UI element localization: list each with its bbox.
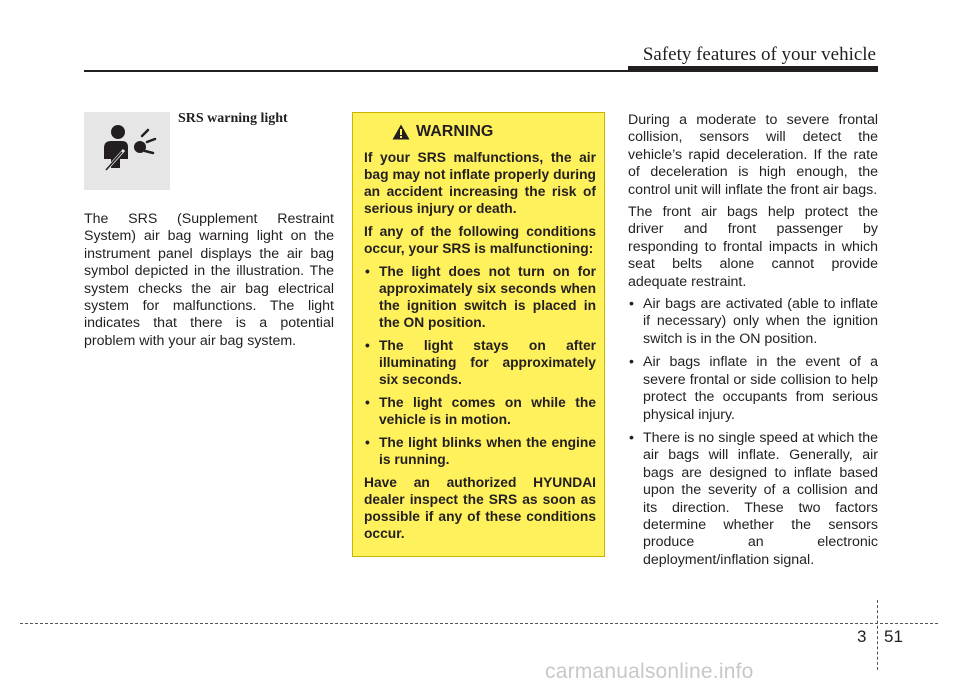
- airbag-facts-list: [628, 296, 878, 569]
- section-heading: SRS warning light: [178, 111, 288, 126]
- list-item: • The light blinks when the engine is running.: [364, 434, 596, 468]
- srs-description: The SRS (Supplement Restraint System) air bag warning light on the instrument panel displays the air bag symbol depicted in the illustration. The system checks the air bag electrical system for malfunctions. The light indicates that there is a potential problem with your air bag system.: [84, 211, 334, 349]
- warning-lead: If any of the following conditions occur, your SRS is malfunctioning:: [364, 224, 596, 256]
- chapter-number: 3: [857, 627, 867, 646]
- list-item: • There is no single speed at which the air bags will inflate. Generally, air bags are designed to inflate based upon the severity of a collision and its direction. These two factors determine whether the sensors produce an electronic deployment/inflation signal.: [628, 430, 878, 569]
- list-item: • The light stays on after illuminating for approximately six seconds.: [364, 337, 596, 388]
- warning-closing: Have an authorized HYUNDAI dealer inspect the SRS as soon as possible if any of these conditions occur.: [364, 475, 596, 541]
- airbag-warning-icon: [84, 112, 170, 190]
- warning-title: WARNING: [416, 123, 494, 140]
- paragraph: During a moderate to severe frontal collision, sensors will detect the vehicle’s rapid deceleration. If the rate of deceleration is high enough, the control unit will inflate the front air bags.: [628, 112, 878, 198]
- list-item: • The light comes on while the vehicle is in motion.: [364, 394, 596, 428]
- footer-divider: [877, 600, 878, 670]
- list-item: • The light does not turn on for approximately six seconds when the ignition switch is placed in the ON position.: [364, 263, 596, 331]
- right-column: [628, 112, 878, 575]
- header-rule-accent: [628, 66, 878, 72]
- header-title: Safety features of your vehicle: [642, 44, 876, 65]
- list-item: • Air bags are activated (able to inflate if necessary) only when the ignition switch is in the ON position.: [628, 296, 878, 348]
- footer-rule: [20, 623, 938, 624]
- warning-list: [364, 263, 596, 468]
- warning-intro: If your SRS malfunctions, the air bag may not inflate properly during an accident increasing the risk of serious injury or death.: [364, 150, 596, 216]
- paragraph: The front air bags help protect the driver and front passenger by responding to frontal impacts in which seat belts alone cannot provide adequate restraint.: [628, 204, 878, 290]
- warning-triangle-icon: [392, 124, 410, 140]
- watermark: carmanualsonline.info: [545, 660, 754, 683]
- warning-box: [352, 112, 605, 557]
- page-number: 51: [884, 627, 903, 646]
- list-item: • Air bags inflate in the event of a severe frontal or side collision to help protect the occupants from serious physical injury.: [628, 354, 878, 424]
